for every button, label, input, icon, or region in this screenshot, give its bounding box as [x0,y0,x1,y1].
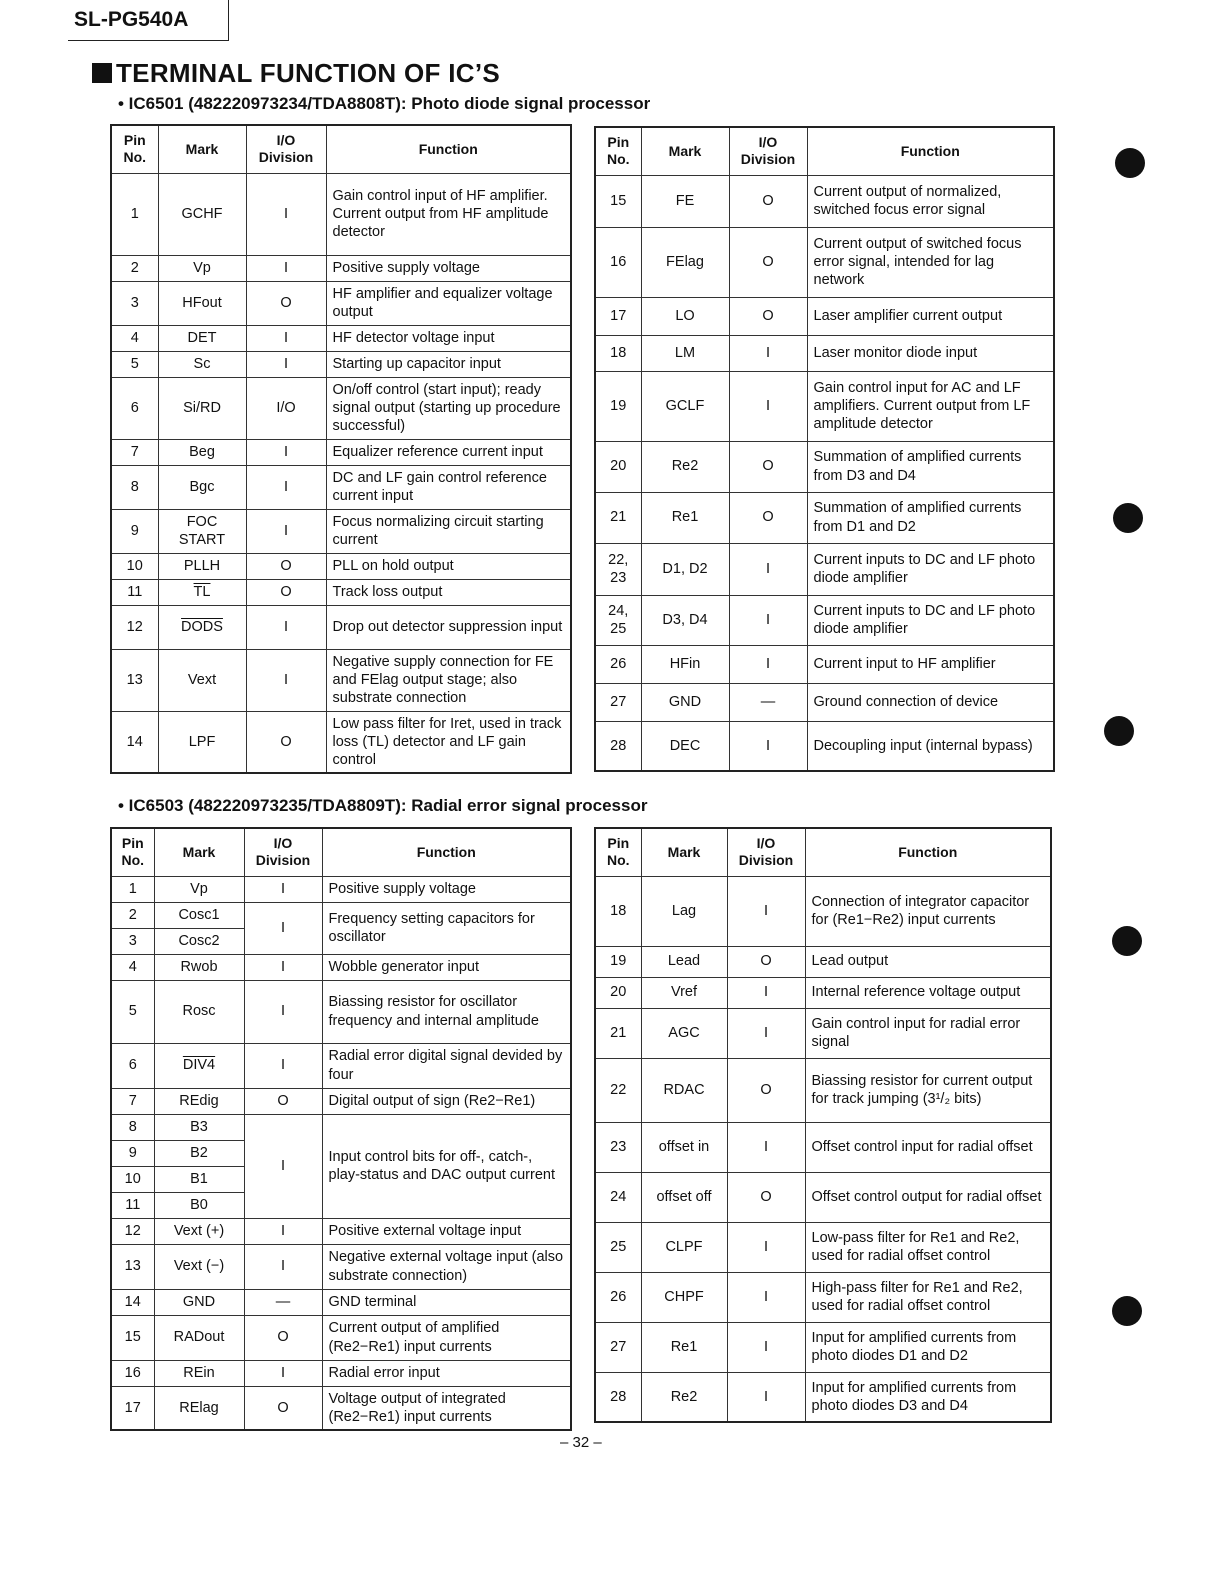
function-cell: Biassing resistor for current output for track jumping (3¹/₂ bits) [805,1058,1051,1122]
mark-header: Mark [641,828,727,876]
io-cell: I [244,1114,322,1218]
table-row [111,439,571,465]
io-cell: I [246,649,326,711]
io-cell: — [244,1289,322,1315]
mark-cell: RADout [154,1315,244,1360]
io-cell: O [244,1088,322,1114]
pin-cell: 7 [111,439,158,465]
mark-cell: AGC [641,1008,727,1058]
io-header: I/O Division [244,828,322,876]
pin-cell: 17 [595,297,641,335]
ic1-left-table [110,124,572,774]
function-cell: Negative external voltage input (also substrate connection) [322,1244,571,1289]
ic2-right-table [594,827,1052,1423]
io-cell: I [727,1222,805,1272]
pin-cell: 28 [595,1372,641,1422]
io-cell: I [729,645,807,683]
mark-cell: FElag [641,227,729,297]
function-cell: Wobble generator input [322,954,571,980]
function-cell: Positive supply voltage [326,255,571,281]
pin-cell: 23 [595,1122,641,1172]
mark-cell: Vext (+) [154,1218,244,1244]
function-cell: Voltage output of integrated (Re2−Re1) input currents [322,1386,571,1430]
mark-cell: Si/RD [158,377,246,439]
section-title [92,58,500,89]
square-bullet-icon [92,63,112,83]
function-cell: HF amplifier and equalizer voltage output [326,281,571,325]
table-row [595,492,1054,543]
mark-cell: B0 [154,1192,244,1218]
table-row [111,579,571,605]
io-cell: I [727,1322,805,1372]
io-cell: I [246,351,326,377]
table-row [111,649,571,711]
io-cell: O [244,1315,322,1360]
pin-header: Pin No. [595,127,641,175]
mark-cell: DET [158,325,246,351]
table-row [111,351,571,377]
pin-cell: 4 [111,954,154,980]
table-row [111,711,571,773]
pin-cell: 8 [111,465,158,509]
pin-header: Pin No. [111,125,158,173]
table-row [111,1043,571,1088]
table-row [111,1088,571,1114]
table-row [595,645,1054,683]
pin-cell: 27 [595,1322,641,1372]
pin-cell: 18 [595,335,641,371]
io-cell: I [246,255,326,281]
ic2-left-table [110,827,572,1431]
table-row [111,876,571,902]
function-cell: Internal reference voltage output [805,977,1051,1008]
ic2-title: • IC6503 (482220973235/TDA8809T): Radial error signal processor [118,796,648,815]
io-cell: I [244,902,322,954]
function-cell: Biassing resistor for oscillator frequency and internal amplitude [322,980,571,1043]
io-cell: I [244,1360,322,1386]
table-row [595,441,1054,492]
table-row [111,1218,571,1244]
mark-cell: $\overline{TL}$ [158,579,246,605]
mark-cell: Vext (−) [154,1244,244,1289]
io-cell: I [244,876,322,902]
pin-cell: 22 [595,1058,641,1122]
function-cell: Radial error digital signal devided by four [322,1043,571,1088]
pin-cell: 20 [595,441,641,492]
io-cell: O [727,1058,805,1122]
function-cell: Drop out detector suppression input [326,605,571,649]
pin-cell: 18 [595,876,641,946]
table-row [111,1360,571,1386]
function-cell: Input for amplified currents from photo diodes D3 and D4 [805,1372,1051,1422]
mark-cell: Vref [641,977,727,1008]
pin-cell: 17 [111,1386,154,1430]
io-cell: I [244,1244,322,1289]
io-header: I/O Division [729,127,807,175]
mark-cell: D1, D2 [641,543,729,595]
pin-cell: 14 [111,711,158,773]
table-row [595,1122,1051,1172]
function-cell: Low-pass filter for Re1 and Re2, used for radial offset control [805,1222,1051,1272]
table-row [595,227,1054,297]
io-cell: I [729,371,807,441]
io-cell: I [727,977,805,1008]
pin-cell: 5 [111,980,154,1043]
function-cell: Laser amplifier current output [807,297,1054,335]
mark-cell: Re2 [641,441,729,492]
mark-cell: LO [641,297,729,335]
table-row [111,509,571,553]
io-cell: I [244,980,322,1043]
mark-header: Mark [158,125,246,173]
pin-cell: 10 [111,1166,154,1192]
binder-hole-icon [1115,148,1145,178]
mark-cell: Cosc1 [154,902,244,928]
io-cell: O [246,281,326,325]
mark-cell: PLLH [158,553,246,579]
pin-cell: 5 [111,351,158,377]
binder-hole-icon [1112,926,1142,956]
io-cell: O [246,579,326,605]
pin-cell: 26 [595,1272,641,1322]
mark-cell: Rwob [154,954,244,980]
pin-cell: 25 [595,1222,641,1272]
io-cell: I [729,721,807,771]
function-header: Function [326,125,571,173]
table-row [595,1172,1051,1222]
pin-cell: 3 [111,928,154,954]
table-row [595,297,1054,335]
mark-cell: GCHF [158,173,246,255]
io-cell: O [727,946,805,977]
pin-cell: 1 [111,173,158,255]
mark-cell: GND [641,683,729,721]
function-cell: Track loss output [326,579,571,605]
function-cell: Current output of normalized, switched focus error signal [807,175,1054,227]
mark-cell: Re1 [641,1322,727,1372]
function-cell: Offset control output for radial offset [805,1172,1051,1222]
pin-cell: 20 [595,977,641,1008]
mark-cell: HFin [641,645,729,683]
function-cell: Negative supply connection for FE and FElag output stage; also substrate connection [326,649,571,711]
function-cell: Low pass filter for Iret, used in track loss (TL) detector and LF gain control [326,711,571,773]
io-header: I/O Division [727,828,805,876]
io-cell: I [727,1008,805,1058]
function-cell: Gain control input of HF amplifier. Current output from HF amplitude detector [326,173,571,255]
table-row [111,173,571,255]
table-row [595,946,1051,977]
function-cell: Decoupling input (internal bypass) [807,721,1054,771]
io-cell: I [246,465,326,509]
pin-cell: 7 [111,1088,154,1114]
function-cell: Summation of amplified currents from D3 and D4 [807,441,1054,492]
mark-cell: RElag [154,1386,244,1430]
mark-cell: CHPF [641,1272,727,1322]
pin-cell: 21 [595,1008,641,1058]
binder-hole-icon [1112,1296,1142,1326]
table-row [595,977,1051,1008]
pin-cell: 16 [595,227,641,297]
io-cell: I [729,335,807,371]
function-cell: Focus normalizing circuit starting current [326,509,571,553]
mark-cell: LPF [158,711,246,773]
function-cell: Current inputs to DC and LF photo diode amplifier [807,595,1054,645]
function-header: Function [805,828,1051,876]
pin-cell: 11 [111,579,158,605]
table-row [111,980,571,1043]
io-cell: O [729,441,807,492]
table-row [595,1058,1051,1122]
io-cell: O [729,175,807,227]
pin-cell: 8 [111,1114,154,1140]
mark-cell: FE [641,175,729,227]
pin-cell: 24 [595,1172,641,1222]
function-cell: Starting up capacitor input [326,351,571,377]
table-row [111,902,571,928]
mark-cell: DIV4 [154,1043,244,1088]
mark-cell: FOC START [158,509,246,553]
table-row [595,1272,1051,1322]
ic1-title: • IC6501 (482220973234/TDA8808T): Photo diode signal processor [118,94,651,113]
pin-cell: 14 [111,1289,154,1315]
io-cell: O [244,1386,322,1430]
mark-cell: Vext [158,649,246,711]
io-cell: O [246,711,326,773]
table-row [595,371,1054,441]
mark-cell: offset off [641,1172,727,1222]
table-row [111,1114,571,1140]
binder-hole-icon [1104,716,1134,746]
io-cell: I [727,876,805,946]
function-cell: Summation of amplified currents from D1 and D2 [807,492,1054,543]
pin-cell: 10 [111,553,158,579]
pin-cell: 3 [111,281,158,325]
table-row [595,1222,1051,1272]
table-row [595,595,1054,645]
table-row [111,1315,571,1360]
function-cell: GND terminal [322,1289,571,1315]
function-cell: Ground connection of device [807,683,1054,721]
table-row [595,175,1054,227]
io-cell: I [727,1272,805,1322]
mark-cell: Beg [158,439,246,465]
table-row [111,255,571,281]
pin-cell: 12 [111,605,158,649]
function-cell: Offset control input for radial offset [805,1122,1051,1172]
mark-cell: RDAC [641,1058,727,1122]
mark-cell: Re2 [641,1372,727,1422]
pin-cell: 19 [595,946,641,977]
io-cell: I [246,173,326,255]
io-cell: — [729,683,807,721]
function-cell: Digital output of sign (Re2−Re1) [322,1088,571,1114]
function-header: Function [322,828,571,876]
function-cell: On/off control (start input); ready signal output (starting up procedure successful) [326,377,571,439]
io-cell: I [246,509,326,553]
io-cell: I [244,1043,322,1088]
mark-cell: B3 [154,1114,244,1140]
table-row [595,876,1051,946]
function-cell: High-pass filter for Re1 and Re2, used for radial offset control [805,1272,1051,1322]
pin-cell: 9 [111,509,158,553]
table-row [111,325,571,351]
pin-cell: 24, 25 [595,595,641,645]
pin-cell: 19 [595,371,641,441]
table-row [595,1008,1051,1058]
table-row [111,605,571,649]
io-cell: I [727,1372,805,1422]
function-cell: Frequency setting capacitors for oscillator [322,902,571,954]
mark-cell: REdig [154,1088,244,1114]
function-cell: HF detector voltage input [326,325,571,351]
pin-cell: 27 [595,683,641,721]
table-row [111,954,571,980]
table-row [111,281,571,325]
pin-cell: 1 [111,876,154,902]
function-cell: Radial error input [322,1360,571,1386]
table-row [111,1244,571,1289]
mark-cell: D3, D4 [641,595,729,645]
function-cell: Current inputs to DC and LF photo diode amplifier [807,543,1054,595]
mark-cell: Vp [158,255,246,281]
mark-header: Mark [641,127,729,175]
mark-cell: B2 [154,1140,244,1166]
pin-cell: 16 [111,1360,154,1386]
pin-cell: 21 [595,492,641,543]
io-cell: I/O [246,377,326,439]
io-header: I/O Division [246,125,326,173]
function-cell: Connection of integrator capacitor for (Re1−Re2) input currents [805,876,1051,946]
mark-cell: Lag [641,876,727,946]
table-row [595,1372,1051,1422]
pin-header: Pin No. [111,828,154,876]
pin-cell: 2 [111,255,158,281]
section-title-text: TERMINAL FUNCTION OF IC’S [116,58,501,88]
function-cell: Laser monitor diode input [807,335,1054,371]
pin-cell: 22, 23 [595,543,641,595]
io-cell: O [729,492,807,543]
pin-cell: 4 [111,325,158,351]
function-cell: Current output of amplified (Re2−Re1) input currents [322,1315,571,1360]
mark-cell: Re1 [641,492,729,543]
function-cell: Gain control input for AC and LF amplifiers. Current output from LF amplitude detector [807,371,1054,441]
function-cell: Equalizer reference current input [326,439,571,465]
function-cell: Positive external voltage input [322,1218,571,1244]
io-cell: I [727,1122,805,1172]
pin-cell: 6 [111,1043,154,1088]
mark-cell: DODS [158,605,246,649]
io-cell: O [729,227,807,297]
mark-cell: GND [154,1289,244,1315]
page-number: – 32 – [560,1434,602,1451]
mark-cell: Lead [641,946,727,977]
io-cell: I [246,439,326,465]
model-number: SL-PG540A [74,8,189,31]
mark-cell: Cosc2 [154,928,244,954]
function-cell: Input control bits for off-, catch-, play-status and DAC output current [322,1114,571,1218]
pin-cell: 9 [111,1140,154,1166]
pin-cell: 26 [595,645,641,683]
table-row [111,553,571,579]
function-cell: PLL on hold output [326,553,571,579]
function-header: Function [807,127,1054,175]
pin-cell: 13 [111,1244,154,1289]
mark-cell: B1 [154,1166,244,1192]
pin-cell: 28 [595,721,641,771]
table-row [111,377,571,439]
pin-cell: 2 [111,902,154,928]
pin-cell: 15 [111,1315,154,1360]
pin-cell: 11 [111,1192,154,1218]
io-cell: I [729,595,807,645]
function-cell: Current output of switched focus error signal, intended for lag network [807,227,1054,297]
pin-cell: 6 [111,377,158,439]
mark-cell: Sc [158,351,246,377]
mark-cell: Bgc [158,465,246,509]
mark-cell: Rosc [154,980,244,1043]
pin-cell: 15 [595,175,641,227]
io-cell: I [246,325,326,351]
function-cell: Positive supply voltage [322,876,571,902]
function-cell: Lead output [805,946,1051,977]
mark-cell: CLPF [641,1222,727,1272]
mark-cell: DEC [641,721,729,771]
mark-cell: REin [154,1360,244,1386]
mark-cell: HFout [158,281,246,325]
io-cell: I [244,1218,322,1244]
mark-cell: Vp [154,876,244,902]
table-row [111,1386,571,1430]
pin-cell: 13 [111,649,158,711]
pin-cell: 12 [111,1218,154,1244]
mark-header: Mark [154,828,244,876]
table-row [595,1322,1051,1372]
io-cell: O [246,553,326,579]
table-row [111,465,571,509]
table-row [595,721,1054,771]
mark-cell: GCLF [641,371,729,441]
ic1-right-table [594,126,1055,772]
mark-cell: offset in [641,1122,727,1172]
pin-header: Pin No. [595,828,641,876]
function-cell: Gain control input for radial error signal [805,1008,1051,1058]
io-cell: O [729,297,807,335]
table-row [595,335,1054,371]
function-cell: Current input to HF amplifier [807,645,1054,683]
table-row [595,543,1054,595]
io-cell: O [727,1172,805,1222]
function-cell: Input for amplified currents from photo diodes D1 and D2 [805,1322,1051,1372]
io-cell: I [244,954,322,980]
table-row [595,683,1054,721]
table-row [111,1289,571,1315]
function-cell: DC and LF gain control reference current input [326,465,571,509]
binder-hole-icon [1113,503,1143,533]
mark-cell: LM [641,335,729,371]
io-cell: I [246,605,326,649]
io-cell: I [729,543,807,595]
